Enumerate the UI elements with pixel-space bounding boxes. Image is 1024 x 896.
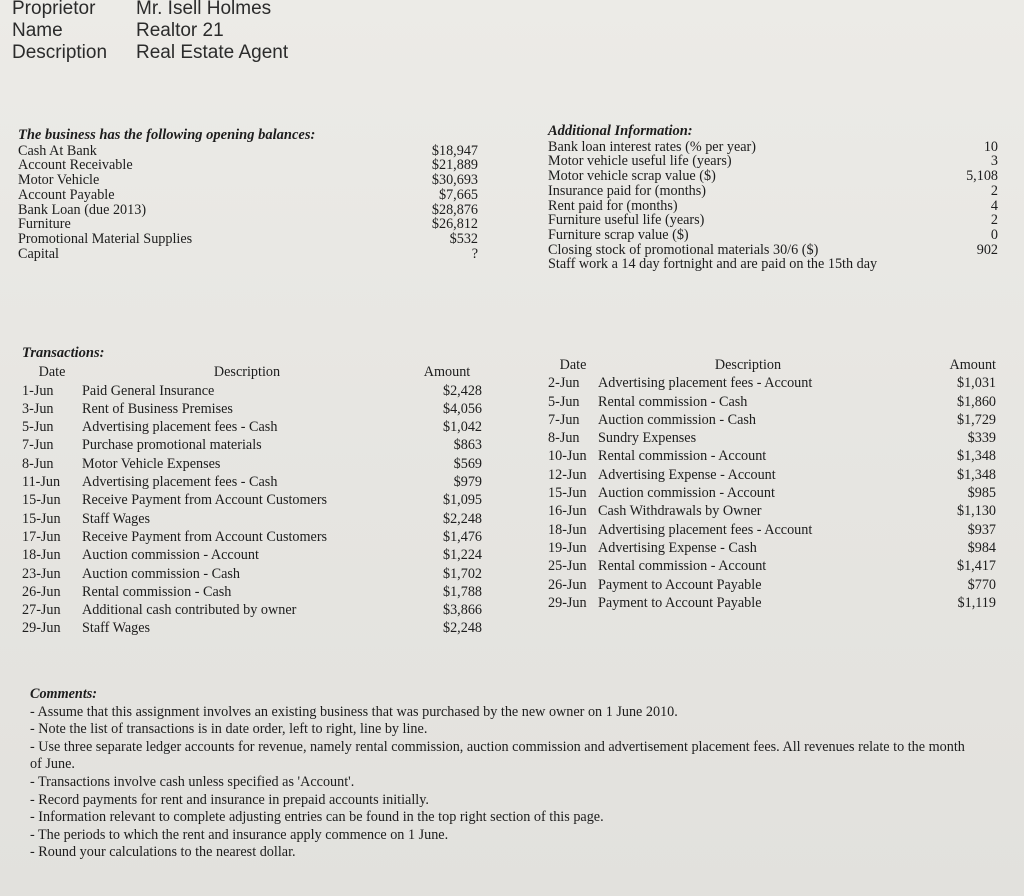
transaction-description: Advertising Expense - Cash bbox=[598, 539, 757, 556]
transaction-row bbox=[548, 411, 996, 429]
transaction-description: Advertising Expense - Account bbox=[598, 466, 776, 483]
transaction-amount: $1,119 bbox=[957, 594, 996, 611]
balance-label: Account Receivable bbox=[18, 157, 133, 174]
balance-label: Promotional Material Supplies bbox=[18, 230, 193, 247]
name-value: Realtor 21 bbox=[136, 20, 224, 41]
transaction-date: 15-Jun bbox=[22, 492, 61, 509]
transaction-row bbox=[548, 576, 996, 594]
transaction-date: 26-Jun bbox=[548, 576, 587, 593]
transaction-date: 2-Jun bbox=[548, 375, 580, 392]
transaction-date: 10-Jun bbox=[548, 448, 587, 465]
transactions-right bbox=[548, 356, 996, 612]
transaction-amount: $985 bbox=[967, 485, 996, 502]
comment-line: - The periods to which the rent and insurance apply commence on 1 June. bbox=[30, 826, 449, 843]
proprietor-label: Proprietor bbox=[12, 0, 96, 19]
transaction-row bbox=[22, 619, 482, 637]
info-row bbox=[548, 243, 998, 258]
transactions-title: Transactions: bbox=[22, 345, 105, 361]
transaction-date: 29-Jun bbox=[22, 620, 61, 637]
transaction-amount: $984 bbox=[967, 539, 996, 556]
balance-label: Bank Loan (due 2013) bbox=[18, 201, 147, 218]
info-value: 3 bbox=[990, 153, 998, 170]
info-label: Furniture scrap value ($) bbox=[548, 226, 689, 243]
info-row bbox=[548, 140, 998, 155]
info-label: Bank loan interest rates (% per year) bbox=[548, 138, 756, 155]
info-value: 2 bbox=[990, 212, 998, 229]
balance-label: Cash At Bank bbox=[18, 142, 97, 159]
transaction-amount: $4,056 bbox=[442, 400, 482, 417]
transaction-date: 19-Jun bbox=[548, 539, 587, 556]
transaction-description: Payment to Account Payable bbox=[598, 576, 762, 593]
transaction-description: Auction commission - Account bbox=[598, 485, 775, 502]
transaction-row bbox=[22, 510, 482, 528]
balance-amount: $7,665 bbox=[438, 186, 478, 203]
transaction-date: 7-Jun bbox=[548, 411, 580, 428]
description-value: Real Estate Agent bbox=[136, 42, 289, 63]
info-value: 4 bbox=[990, 197, 998, 214]
transaction-description: Receive Payment from Account Customers bbox=[82, 492, 328, 509]
transaction-date: 3-Jun bbox=[22, 400, 54, 417]
transaction-date: 15-Jun bbox=[548, 485, 587, 502]
transaction-amount: $1,130 bbox=[956, 503, 996, 520]
transaction-date: 8-Jun bbox=[22, 455, 54, 472]
transaction-description: Rental commission - Cash bbox=[598, 393, 748, 410]
comments-section bbox=[30, 686, 970, 862]
comment-line: - Use three separate ledger accounts for revenue, namely rental commission, auction commission and advertisement placement fees. All revenues relate to the month of June. bbox=[30, 738, 965, 773]
balance-row bbox=[18, 173, 478, 188]
transaction-date: 25-Jun bbox=[548, 558, 587, 575]
transaction-row bbox=[548, 521, 996, 539]
transaction-amount: $1,702 bbox=[442, 565, 482, 582]
info-row bbox=[548, 169, 998, 184]
transaction-description: Motor Vehicle Expenses bbox=[82, 455, 221, 472]
transaction-date: 5-Jun bbox=[22, 419, 54, 436]
transaction-row bbox=[22, 418, 482, 436]
info-value: 0 bbox=[990, 226, 998, 243]
transaction-date: 29-Jun bbox=[548, 594, 587, 611]
info-label: Staff work a 14 day fortnight and are paid on the 15th day bbox=[548, 256, 878, 273]
transaction-amount: $2,248 bbox=[442, 620, 482, 637]
transaction-row bbox=[22, 546, 482, 564]
balance-amount: $28,876 bbox=[431, 201, 478, 218]
balance-label: Capital bbox=[18, 245, 59, 262]
transaction-row bbox=[22, 436, 482, 454]
transaction-amount: $1,729 bbox=[956, 411, 996, 428]
info-label: Insurance paid for (months) bbox=[548, 182, 706, 199]
balance-row bbox=[18, 247, 478, 262]
transaction-date: 18-Jun bbox=[22, 547, 61, 564]
additional-info-section bbox=[548, 124, 998, 272]
transaction-description: Auction commission - Cash bbox=[598, 411, 757, 428]
transaction-description: Advertising placement fees - Account bbox=[598, 521, 813, 538]
transaction-row bbox=[22, 400, 482, 418]
transactions-header bbox=[548, 356, 996, 374]
transaction-row bbox=[22, 601, 482, 619]
balance-label: Account Payable bbox=[18, 186, 115, 203]
description-header: Description bbox=[714, 357, 782, 373]
additional-info-title: Additional Information: bbox=[548, 123, 693, 139]
date-header: Date bbox=[38, 364, 66, 381]
balance-amount: $30,693 bbox=[431, 172, 478, 189]
transaction-description: Rental commission - Account bbox=[598, 558, 767, 575]
transaction-row bbox=[548, 594, 996, 612]
transaction-description: Paid General Insurance bbox=[82, 382, 215, 399]
transaction-row bbox=[548, 393, 996, 411]
transaction-date: 23-Jun bbox=[22, 565, 61, 582]
transaction-row bbox=[548, 466, 996, 484]
comment-line: - Note the list of transactions is in date order, left to right, line by line. bbox=[30, 721, 428, 738]
transaction-amount: $3,866 bbox=[442, 602, 482, 619]
transaction-row bbox=[22, 565, 482, 583]
info-value bbox=[938, 257, 998, 272]
info-row bbox=[548, 228, 998, 243]
transaction-amount: $1,348 bbox=[956, 466, 996, 483]
info-row bbox=[548, 257, 998, 272]
info-label: Motor vehicle useful life (years) bbox=[548, 153, 732, 170]
transaction-amount: $1,042 bbox=[442, 419, 482, 436]
transaction-date: 11-Jun bbox=[22, 474, 61, 491]
transaction-amount: $569 bbox=[453, 455, 482, 472]
transaction-row bbox=[22, 382, 482, 400]
transaction-row bbox=[22, 528, 482, 546]
comment-line: - Assume that this assignment involves an existing business that was purchased by the new owner on 1 June 2010. bbox=[30, 703, 678, 720]
info-row bbox=[548, 213, 998, 228]
transaction-description: Rental commission - Account bbox=[598, 448, 767, 465]
transactions-left bbox=[22, 344, 482, 638]
transaction-row bbox=[548, 447, 996, 465]
balance-row bbox=[18, 217, 478, 232]
info-value: 10 bbox=[983, 138, 998, 155]
transaction-date: 8-Jun bbox=[548, 430, 580, 447]
info-label: Rent paid for (months) bbox=[548, 197, 678, 214]
description-header: Description bbox=[213, 364, 281, 381]
transaction-description: Staff Wages bbox=[82, 510, 151, 527]
transaction-row bbox=[548, 374, 996, 392]
transaction-description: Auction commission - Account bbox=[82, 547, 259, 564]
transaction-amount: $1,095 bbox=[442, 492, 482, 509]
transaction-row bbox=[548, 484, 996, 502]
transaction-date: 17-Jun bbox=[22, 528, 61, 545]
transaction-row bbox=[22, 455, 482, 473]
balance-amount: $26,812 bbox=[431, 216, 478, 233]
info-label: Closing stock of promotional materials 30/6 ($) bbox=[548, 241, 819, 258]
balance-amount: $18,947 bbox=[431, 142, 478, 159]
balance-row bbox=[18, 203, 478, 218]
balance-amount: ? bbox=[471, 245, 478, 262]
transaction-description: Receive Payment from Account Customers bbox=[82, 528, 328, 545]
info-value: 5,108 bbox=[966, 168, 998, 185]
transaction-amount: $2,428 bbox=[442, 382, 482, 399]
balance-amount: $21,889 bbox=[431, 157, 478, 174]
balance-amount: $532 bbox=[449, 230, 478, 247]
transaction-date: 1-Jun bbox=[22, 382, 54, 399]
transaction-amount: $770 bbox=[967, 576, 996, 593]
transaction-date: 7-Jun bbox=[22, 437, 54, 454]
date-header: Date bbox=[559, 357, 587, 373]
transaction-description: Advertising placement fees - Cash bbox=[82, 474, 278, 491]
balance-row bbox=[18, 158, 478, 173]
transaction-row bbox=[548, 429, 996, 447]
transaction-description: Rental commission - Cash bbox=[82, 583, 232, 600]
transaction-description: Staff Wages bbox=[82, 620, 151, 637]
transaction-row bbox=[548, 557, 996, 575]
transaction-amount: $339 bbox=[967, 430, 996, 447]
transaction-description: Cash Withdrawals by Owner bbox=[598, 503, 762, 520]
transaction-description: Auction commission - Cash bbox=[82, 565, 241, 582]
description-label: Description bbox=[12, 42, 108, 63]
transaction-row bbox=[22, 473, 482, 491]
transaction-row bbox=[22, 491, 482, 509]
transaction-amount: $1,476 bbox=[442, 528, 482, 545]
info-row bbox=[548, 199, 998, 214]
transaction-amount: $1,417 bbox=[956, 558, 996, 575]
comment-line: - Transactions involve cash unless specified as 'Account'. bbox=[30, 773, 355, 790]
balance-row bbox=[18, 188, 478, 203]
transaction-date: 15-Jun bbox=[22, 510, 61, 527]
transactions-header bbox=[22, 363, 482, 381]
opening-balances-title: The business has the following opening balances: bbox=[18, 127, 316, 143]
balance-row bbox=[18, 232, 478, 247]
comment-line: - Information relevant to complete adjusting entries can be found in the top right section of this page. bbox=[30, 809, 604, 826]
transaction-description: Sundry Expenses bbox=[598, 430, 697, 447]
transaction-date: 27-Jun bbox=[22, 602, 61, 619]
transaction-row bbox=[22, 583, 482, 601]
transaction-date: 18-Jun bbox=[548, 521, 587, 538]
info-label: Motor vehicle scrap value ($) bbox=[548, 168, 716, 185]
transaction-date: 26-Jun bbox=[22, 583, 61, 600]
balance-label: Motor Vehicle bbox=[18, 172, 100, 189]
transaction-description: Additional cash contributed by owner bbox=[82, 602, 297, 619]
comment-line: - Round your calculations to the nearest dollar. bbox=[30, 844, 296, 861]
transaction-description: Purchase promotional materials bbox=[82, 437, 262, 454]
transaction-amount: $937 bbox=[967, 521, 996, 538]
amount-header: Amount bbox=[423, 364, 471, 381]
transaction-description: Advertising placement fees - Cash bbox=[82, 419, 278, 436]
info-label: Furniture useful life (years) bbox=[548, 212, 705, 229]
name-label: Name bbox=[12, 20, 63, 41]
transaction-amount: $1,348 bbox=[956, 448, 996, 465]
transaction-description: Advertising placement fees - Account bbox=[598, 375, 813, 392]
transaction-date: 16-Jun bbox=[548, 503, 587, 520]
transaction-amount: $1,224 bbox=[442, 547, 482, 564]
transaction-amount: $1,860 bbox=[956, 393, 996, 410]
transaction-amount: $1,788 bbox=[442, 583, 482, 600]
opening-balances-section bbox=[18, 128, 478, 261]
proprietor-header bbox=[12, 0, 288, 64]
comments-title: Comments: bbox=[30, 686, 98, 702]
transaction-description: Payment to Account Payable bbox=[598, 594, 762, 611]
transaction-description: Rent of Business Premises bbox=[82, 400, 233, 417]
amount-header: Amount bbox=[949, 357, 996, 373]
proprietor-value: Mr. Isell Holmes bbox=[136, 0, 272, 19]
balance-label: Furniture bbox=[18, 216, 71, 233]
transaction-amount: $979 bbox=[453, 474, 482, 491]
transaction-amount: $863 bbox=[453, 437, 482, 454]
transaction-amount: $2,248 bbox=[442, 510, 482, 527]
balance-row bbox=[18, 144, 478, 159]
info-value: 2 bbox=[990, 182, 998, 199]
transaction-date: 5-Jun bbox=[548, 393, 580, 410]
info-row bbox=[548, 154, 998, 169]
transaction-row bbox=[548, 539, 996, 557]
transaction-amount: $1,031 bbox=[956, 375, 996, 392]
info-row bbox=[548, 184, 998, 199]
transaction-row bbox=[548, 502, 996, 520]
comment-line: - Record payments for rent and insurance in prepaid accounts initially. bbox=[30, 791, 429, 808]
transaction-date: 12-Jun bbox=[548, 466, 587, 483]
info-value: 902 bbox=[976, 241, 998, 258]
